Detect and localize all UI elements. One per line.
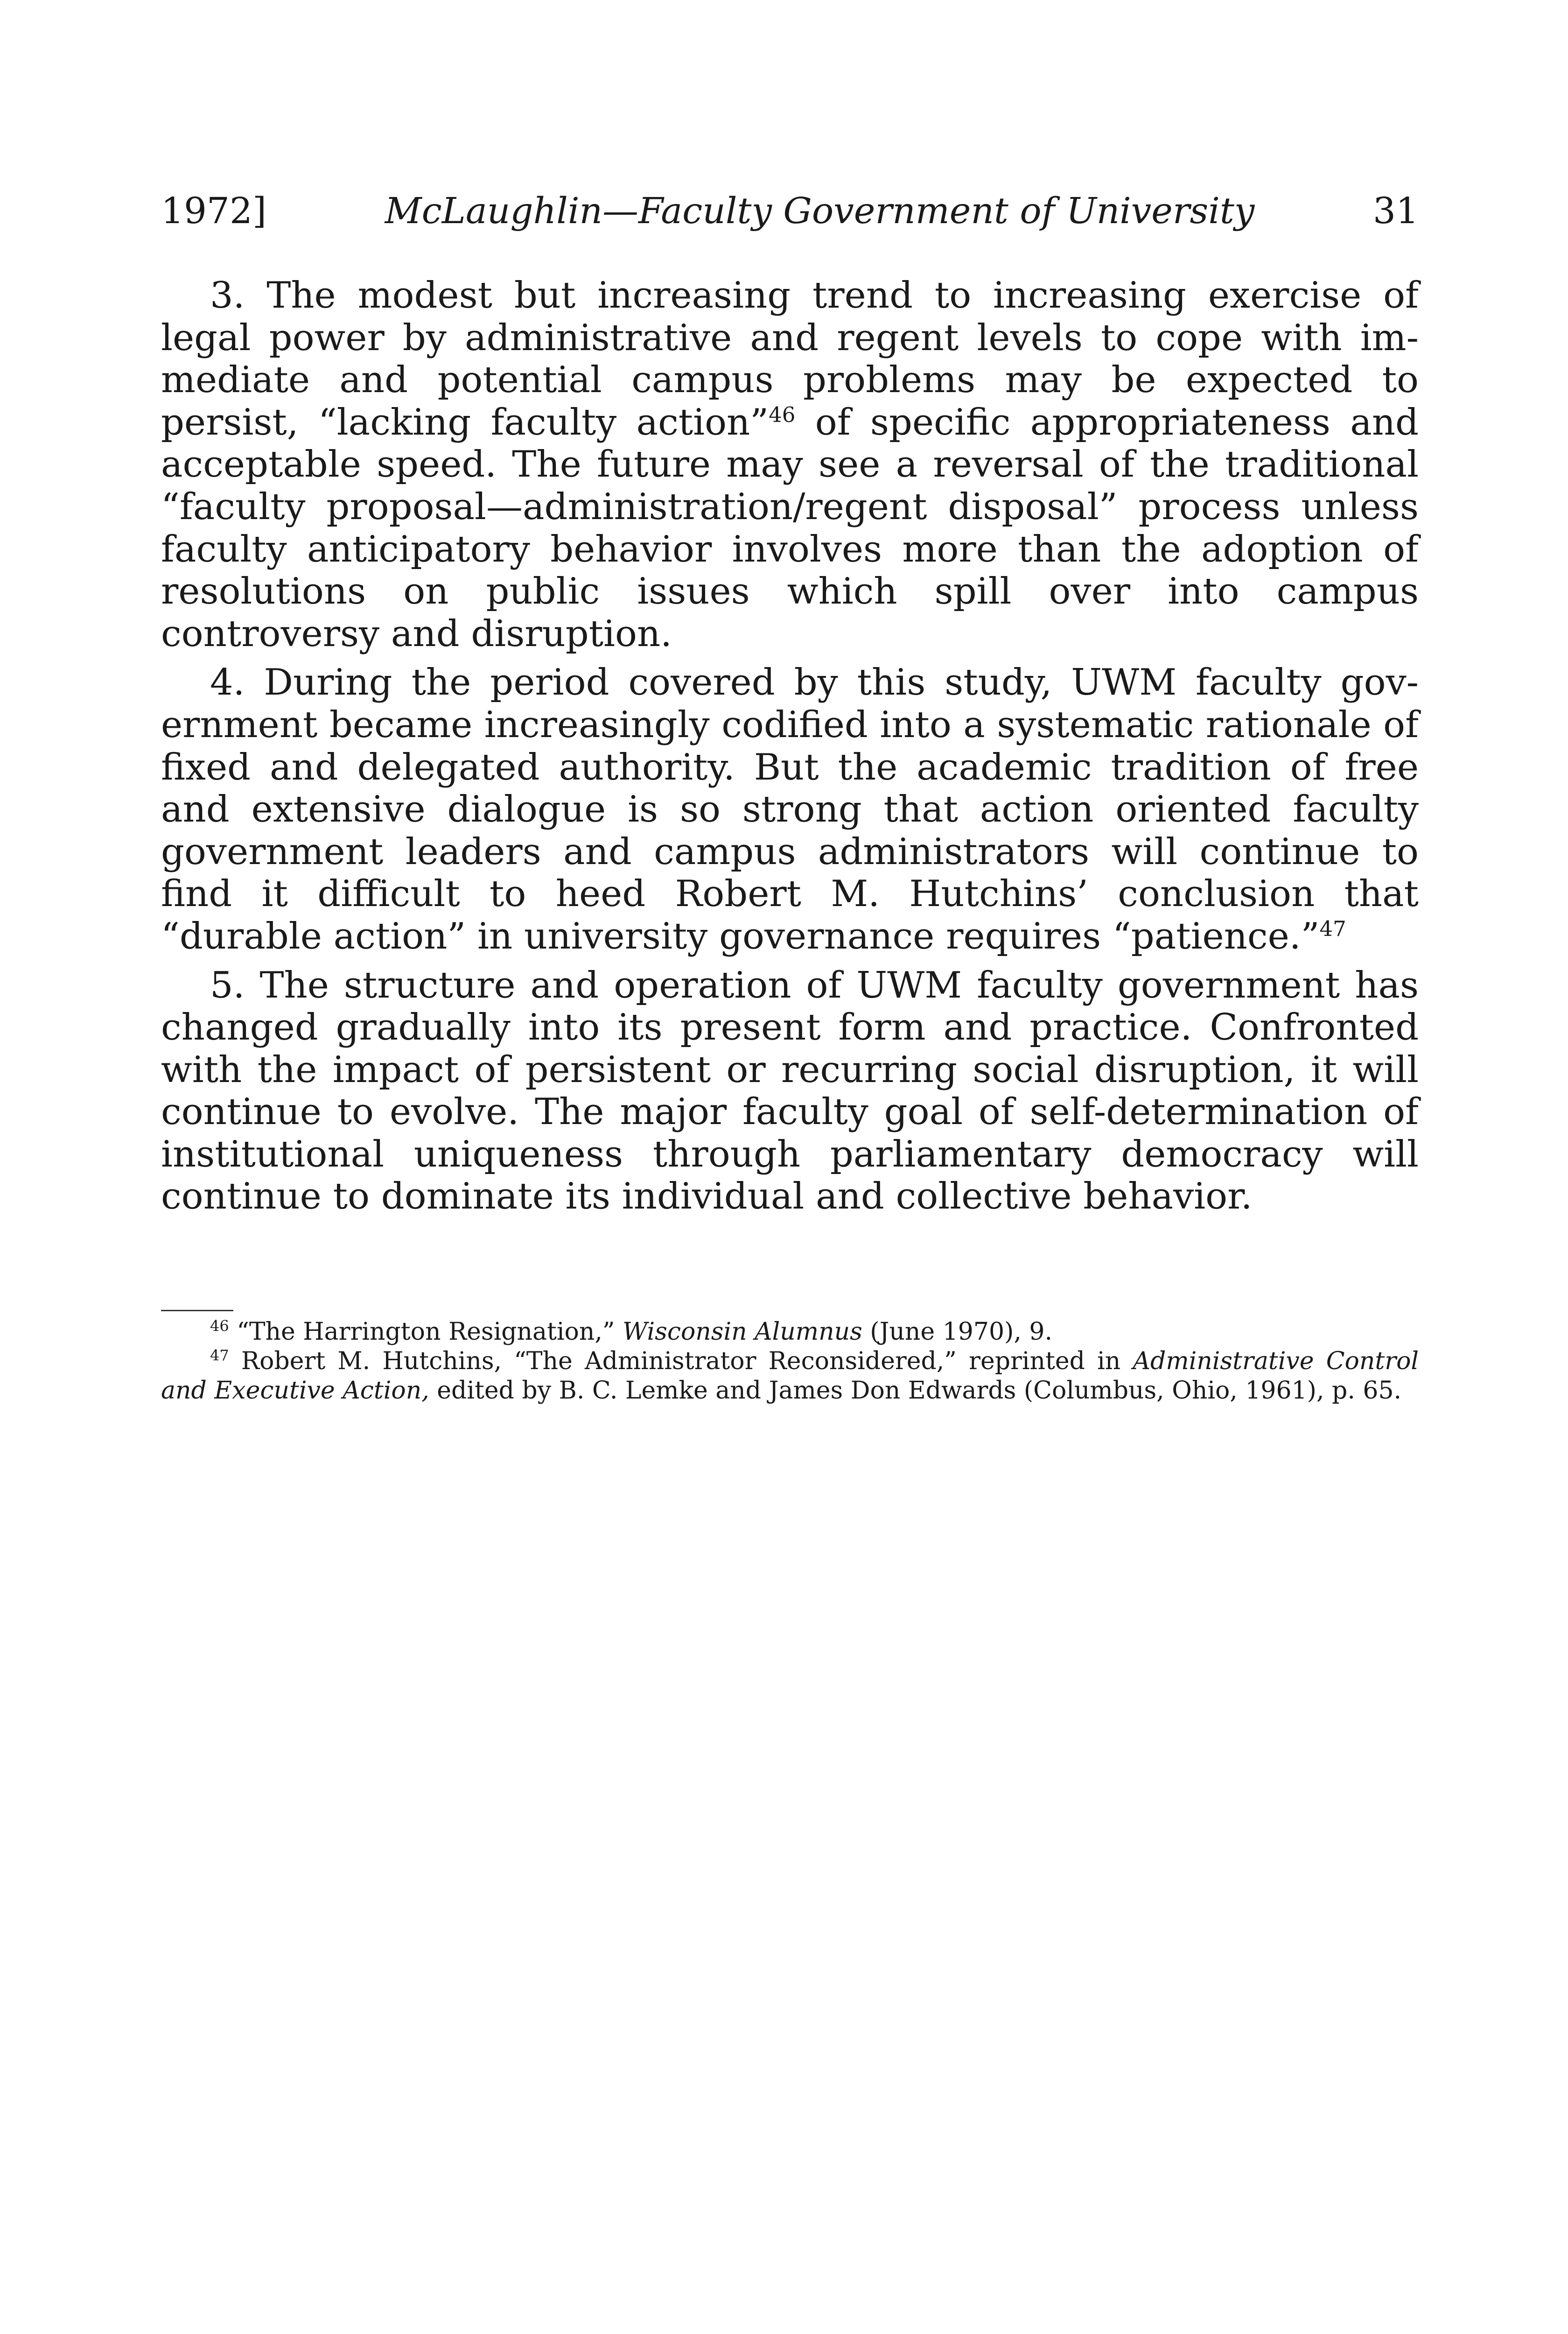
document-page — [161, 0, 1419, 2334]
paragraph-4 — [161, 661, 1419, 957]
paragraph-3-text-b: of specific appropriateness and acceptable speed. The future may see a reversal of the traditional “faculty proposal—administration/regent disposal” process unless faculty anticipatory behavior involves more than the adoption of resolutions on public issues which spill over into campus controversy and disruption. — [161, 401, 1419, 655]
running-head-year: 1972] — [161, 190, 266, 232]
paragraph-4-text: 4. During the period covered by this study, UWM faculty government became increasingly codified into a systematic rationale of fixed and delegated authority. But the academic tradition of free and extensive dialogue is so strong that action oriented faculty government leaders and campus administrators will continue to find it difficult to heed Robert M. Hutchins’ conclusion that “durable action” in university governance requires “patience.” — [161, 661, 1419, 957]
footnote-divider — [161, 1310, 233, 1311]
paragraph-3-text-a: 3. The modest but increasing trend to increasing exercise of legal power by administrative and regent levels to cope with immediate and potential campus problems may be expected to persist, “lacking faculty action” — [161, 274, 1419, 443]
footnote-47 — [161, 1347, 1419, 1406]
footnote-46-mark: 46 — [210, 1317, 229, 1335]
footnote-47-text-b: edited by B. C. Lemke and James Don Edwards (Columbus, Ohio, 1961), p. 65. — [429, 1377, 1402, 1405]
paragraph-3 — [161, 274, 1419, 655]
footnote-47-text-a: Robert M. Hutchins, “The Administrator Reconsidered,” reprinted in — [229, 1347, 1133, 1375]
footnote-47-mark: 47 — [210, 1346, 229, 1364]
footnote-46 — [161, 1317, 1419, 1347]
footnote-ref-47[interactable]: 47 — [1319, 916, 1346, 941]
footnote-46-title: Wisconsin Alumnus — [623, 1318, 862, 1346]
running-head-title: McLaughlin—Faculty Government of University — [385, 190, 1255, 232]
running-head — [161, 186, 1419, 237]
footnote-46-text-b: (June 1970), 9. — [862, 1318, 1053, 1346]
footnote-46-text-a: “The Harrington Resignation,” — [229, 1318, 623, 1346]
footnote-47-title: Administrative Control and Executive Action, — [161, 1347, 1419, 1405]
paragraph-5 — [161, 964, 1419, 1218]
footnote-ref-46[interactable]: 46 — [769, 402, 796, 427]
page-number: 31 — [1373, 190, 1419, 232]
footnotes — [161, 1317, 1419, 1406]
body-text — [161, 274, 1419, 1224]
paragraph-5-text: 5. The structure and operation of UWM faculty government has changed gradually into its present form and practice. Confronted with the impact of persistent or recurring social disruption, it will continue to evolve. The major faculty goal of self-determination of institutional uniqueness through parliamentary democracy will continue to dominate its individual and collective behavior. — [161, 964, 1419, 1218]
